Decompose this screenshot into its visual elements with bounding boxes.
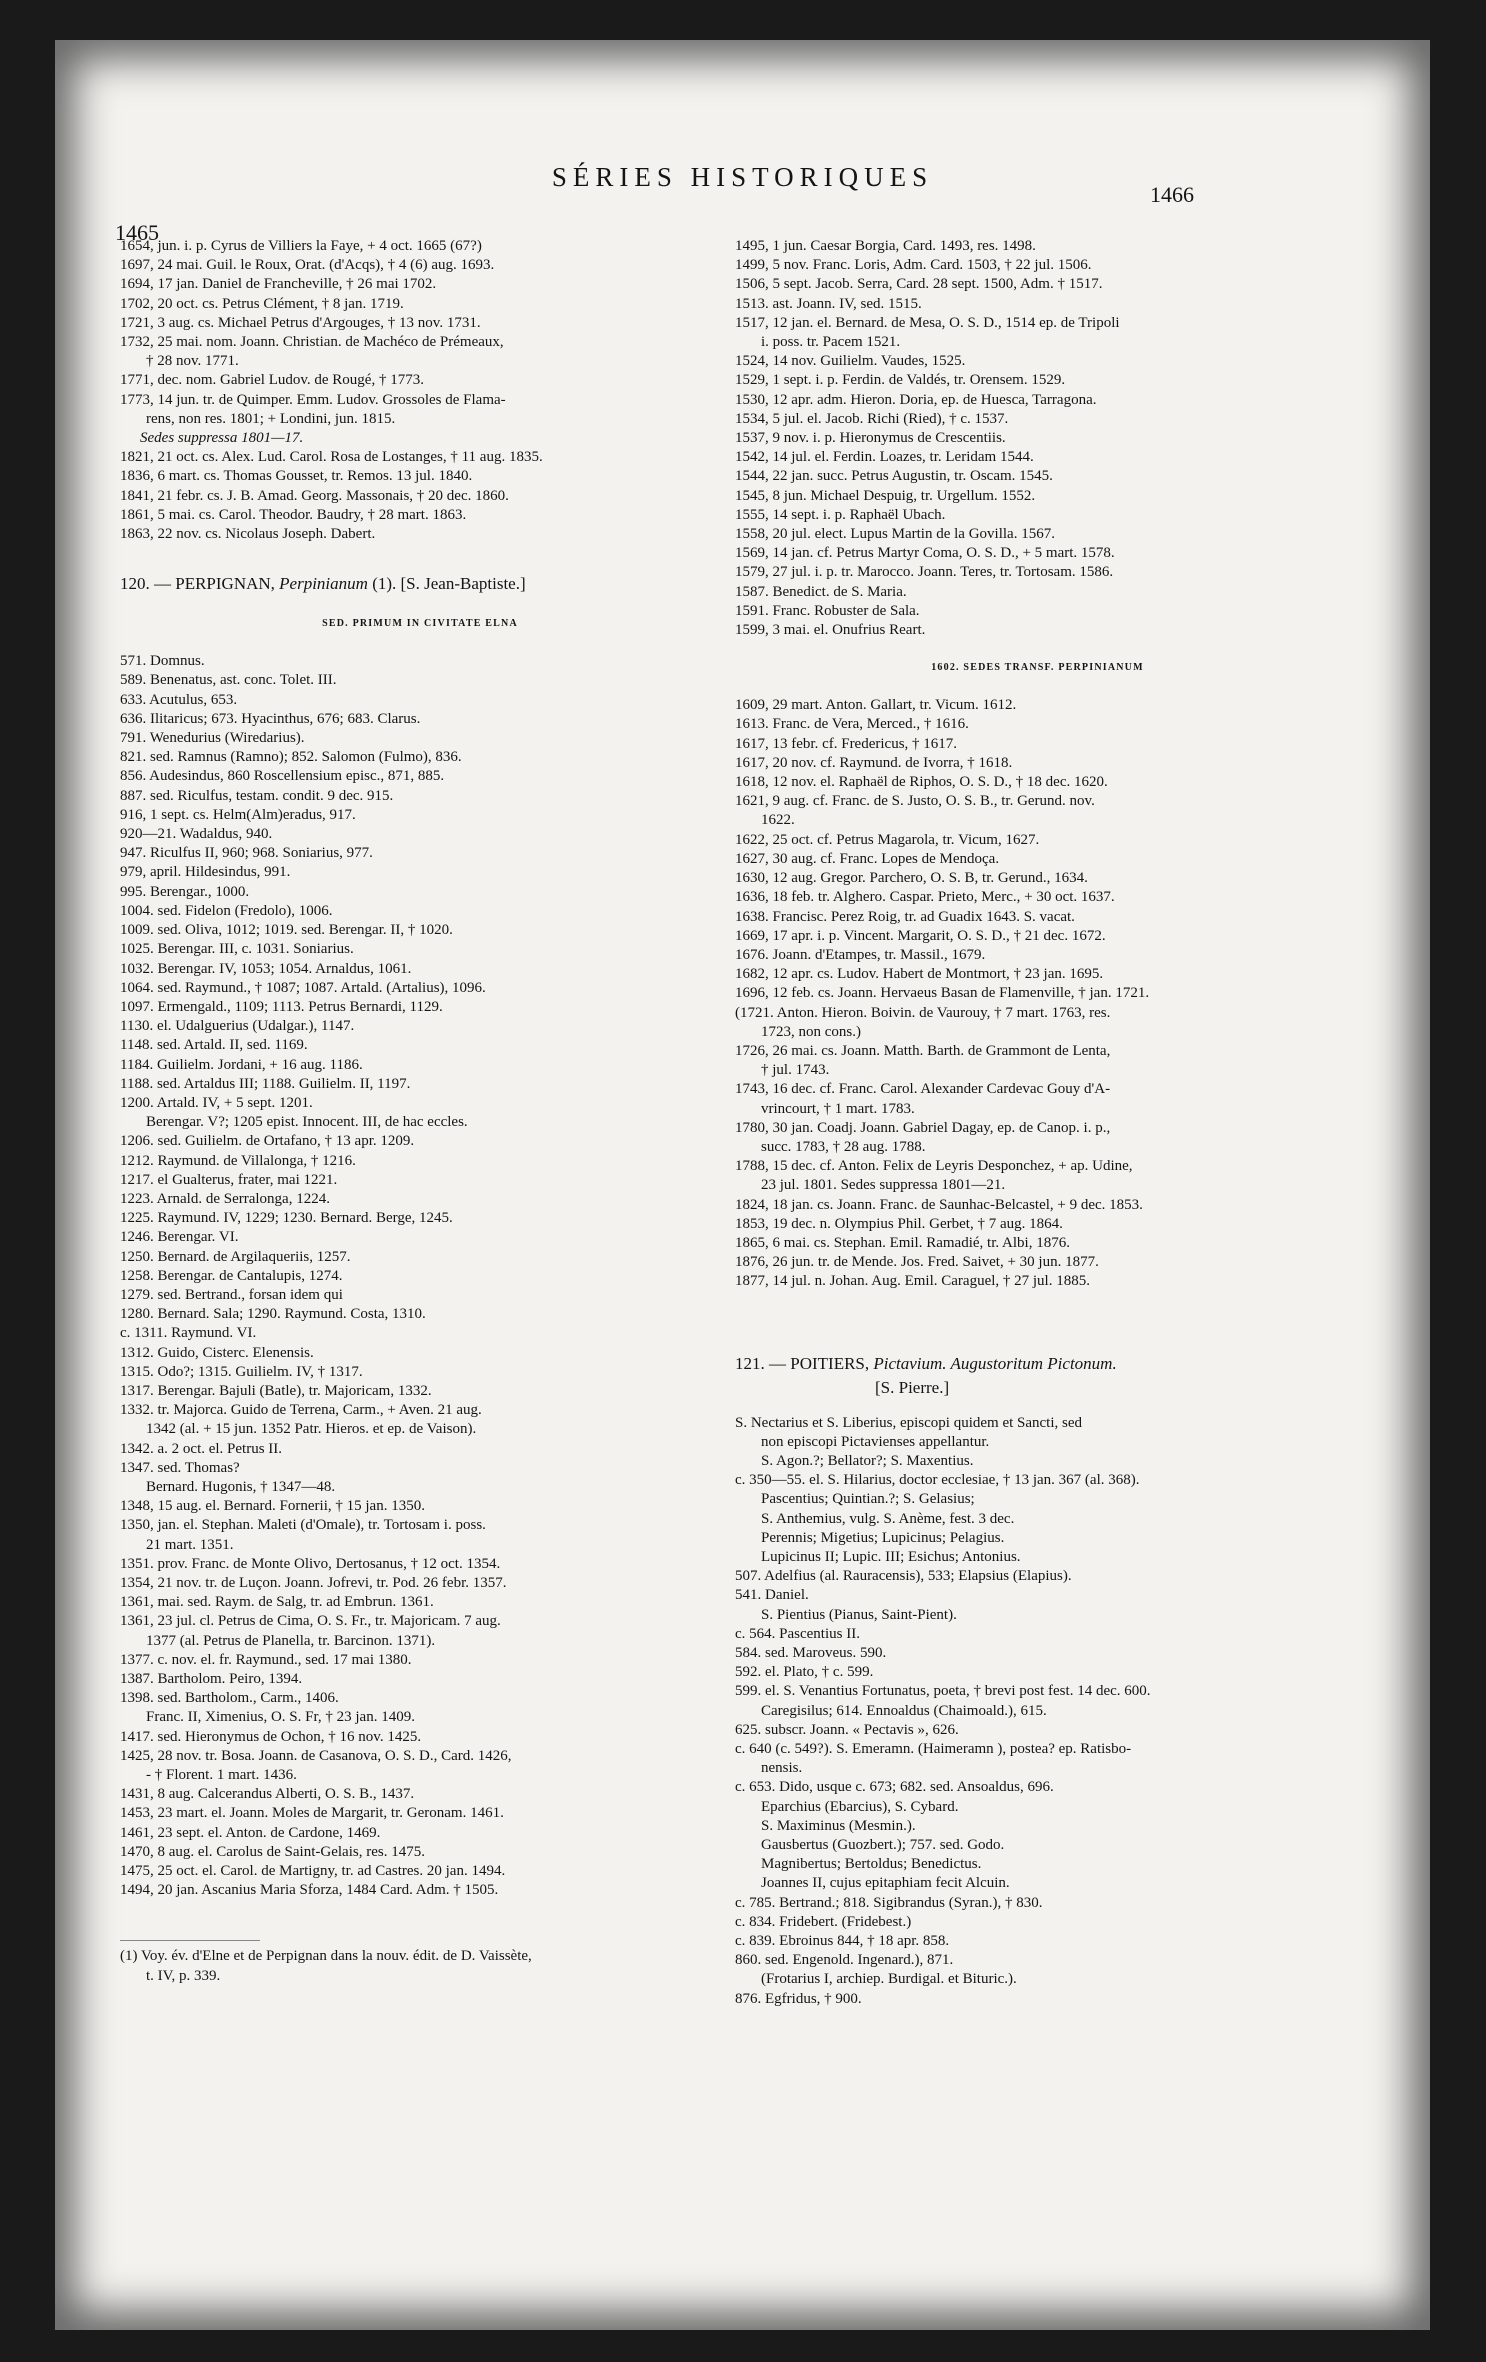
footnote [120, 1947, 720, 1985]
page [55, 40, 1430, 2330]
entry-line: 1558, 20 jul. elect. Lupus Martin de la Govilla. 1567. [735, 526, 1055, 543]
entry-line: 856. Audesindus, 860 Roscellensium episc., 871, 885. [120, 768, 445, 785]
entry-line: 1517, 12 jan. el. Bernard. de Mesa, O. S. D., 1514 ep. de Tripoli [735, 314, 1120, 331]
entry-line: 1212. Raymund. de Villalonga, † 1216. [120, 1152, 356, 1169]
entry-line: 636. Ilitaricus; 673. Hyacinthus, 676; 683. Clarus. [120, 710, 421, 727]
entry-line: 1617, 20 nov. cf. Raymund. de Ivorra, † 1618. [735, 754, 1013, 771]
entry-line: rens, non res. 1801; + Londini, jun. 1815. [146, 410, 396, 427]
entry-line: 1618, 12 nov. el. Raphaël de Riphos, O. S. D., † 18 dec. 1620. [735, 774, 1108, 791]
entry-line: succ. 1783, † 28 aug. 1788. [761, 1138, 926, 1155]
section-121-heading [735, 1352, 1340, 1376]
entry-line: 1821, 21 oct. cs. Alex. Lud. Carol. Rosa de Lostanges, † 11 aug. 1835. [120, 449, 543, 466]
entry-line: 1542, 14 jul. el. Ferdin. Loazes, tr. Leridam 1544. [735, 449, 1034, 466]
entry-line: 592. el. Plato, † c. 599. [735, 1664, 874, 1681]
entry-line: 1676. Joann. d'Etampes, tr. Massil., 1679. [735, 946, 986, 963]
left-top-list [120, 237, 720, 544]
section-latin: Perpinianum [279, 574, 368, 594]
entry-line: (1) Voy. év. d'Elne et de Perpignan dans la nouv. édit. de D. Vaissète, [120, 1948, 532, 1965]
entry-line: 979, april. Hildesindus, 991. [120, 864, 291, 881]
entry-line: 1097. Ermengald., 1109; 1113. Petrus Bernardi, 1129. [120, 998, 443, 1015]
entry-line: 1258. Berengar. de Cantalupis, 1274. [120, 1267, 343, 1284]
entry-line: 1398. sed. Bartholom., Carm., 1406. [120, 1690, 339, 1707]
entry-line: c. 564. Pascentius II. [735, 1625, 860, 1642]
entry-line: 1694, 17 jan. Daniel de Francheville, † 26 mai 1702. [120, 276, 437, 293]
running-title: SÉRIES HISTORIQUES [551, 162, 934, 192]
entry-line: 876. Egfridus, † 900. [735, 1990, 862, 2007]
entry-line: Lupicinus II; Lupic. III; Esichus; Antonius. [761, 1548, 1021, 1565]
entry-line: 1636, 18 feb. tr. Alghero. Caspar. Prieto, Merc., + 30 oct. 1637. [735, 889, 1115, 906]
entry-line: 1609, 29 mart. Anton. Gallart, tr. Vicum. 1612. [735, 697, 1017, 714]
entry-line: c. 640 (c. 549?). S. Emeramn. (Haimeramn ), postea? ep. Ratisbo- [735, 1741, 1132, 1758]
section-dash: — POITIERS, [764, 1353, 874, 1373]
entry-line: 1529, 1 sept. i. p. Ferdin. de Valdés, tr. Orensem. 1529. [735, 372, 1066, 389]
entry-line: 1544, 22 jan. succ. Petrus Augustin, tr. Oscam. 1545. [735, 468, 1053, 485]
entry-line: 584. sed. Maroveus. 590. [735, 1645, 887, 1661]
entry-line: 1184. Guilielm. Jordani, + 16 aug. 1186. [120, 1056, 363, 1073]
entry-line: 21 mart. 1351. [146, 1536, 234, 1553]
entry-line: 1732, 25 mai. nom. Joann. Christian. de Machéco de Prémeaux, [120, 334, 504, 351]
entry-line: 1004. sed. Fidelon (Fredolo), 1006. [120, 902, 333, 919]
entry-line: 1280. Bernard. Sala; 1290. Raymund. Costa, 1310. [120, 1306, 426, 1323]
entry-line: 1279. sed. Bertrand., forsan idem qui [120, 1286, 343, 1303]
entry-line: 1771, dec. nom. Gabriel Ludov. de Rougé, † 1773. [120, 372, 424, 389]
right-top-list [735, 237, 1340, 640]
entry-line: 589. Benenatus, ast. conc. Tolet. III. [120, 672, 337, 689]
entry-line: 1506, 5 sept. Jacob. Serra, Card. 28 sept. 1500, Adm. † 1517. [735, 276, 1103, 293]
entry-line: i. poss. tr. Pacem 1521. [761, 334, 901, 351]
entry-line: S. Pientius (Pianus, Saint-Pient). [761, 1606, 957, 1623]
entry-line: 625. subscr. Joann. « Pectavis », 626. [735, 1721, 959, 1738]
entry-line: nensis. [761, 1760, 803, 1777]
entry-line: Eparchius (Ebarcius), S. Cybard. [761, 1798, 959, 1815]
entry-line: c. 785. Bertrand.; 818. Sigibrandus (Syran.), † 830. [735, 1894, 1043, 1911]
entry-line: 1853, 19 dec. n. Olympius Phil. Gerbet, † 7 aug. 1864. [735, 1215, 1063, 1232]
entry-line: 1697, 24 mai. Guil. le Roux, Orat. (d'Acqs), † 4 (6) aug. 1693. [120, 257, 495, 274]
entry-line: 1188. sed. Artaldus III; 1188. Guilielm. II, 1197. [120, 1075, 411, 1092]
entry-line: 1470, 8 aug. el. Carolus de Saint-Gelais, res. 1475. [120, 1843, 425, 1860]
entry-line: 1217. el Gualterus, frater, mai 1221. [120, 1171, 338, 1188]
entry-line: 1431, 8 aug. Calcerandus Alberti, O. S. B., 1437. [120, 1786, 415, 1803]
entry-line: 1530, 12 apr. adm. Hieron. Doria, ep. de Huesca, Tarragona. [735, 391, 1097, 408]
entry-line: 1513. ast. Joann. IV, sed. 1515. [735, 295, 922, 312]
entry-line: 1613. Franc. de Vera, Merced., † 1616. [735, 716, 969, 733]
entry-line: 1361, 23 jul. cl. Petrus de Cima, O. S. Fr., tr. Majoricam. 7 aug. [120, 1613, 501, 1630]
entry-line: 1354, 21 nov. tr. de Luçon. Joann. Jofrevi, tr. Pod. 26 febr. 1357. [120, 1575, 507, 1591]
entry-line: Bernard. Hugonis, † 1347—48. [146, 1478, 336, 1495]
left-column [120, 237, 720, 1986]
entry-line: 1225. Raymund. IV, 1229; 1230. Bernard. Berge, 1245. [120, 1210, 453, 1227]
entry-line: c. 1311. Raymund. VI. [120, 1325, 257, 1342]
left-bishop-list [120, 652, 720, 1900]
entry-line: S. Nectarius et S. Liberius, episcopi quidem et Sancti, sed [735, 1414, 1083, 1431]
entry-line: 1587. Benedict. de S. Maria. [735, 583, 907, 600]
entry-line: 1876, 26 jun. tr. de Mende. Jos. Fred. Saivet, + 30 jun. 1877. [735, 1254, 1099, 1271]
entry-line: 1696, 12 feb. cs. Joann. Hervaeus Basan de Flamenville, † jan. 1721. [735, 985, 1150, 1002]
entry-line: - † Florent. 1 mart. 1436. [146, 1767, 297, 1784]
entry-line: Magnibertus; Bertoldus; Benedictus. [761, 1856, 982, 1873]
entry-line: 1200. Artald. IV, + 5 sept. 1201. [120, 1094, 313, 1111]
entry-line: 1499, 5 nov. Franc. Loris, Adm. Card. 1503, † 22 jul. 1506. [735, 257, 1092, 274]
entry-line: 1475, 25 oct. el. Carol. de Martigny, tr. ad Castres. 20 jan. 1494. [120, 1863, 506, 1880]
entry-line: 1627, 30 aug. cf. Franc. Lopes de Mendoça. [735, 850, 1000, 867]
entry-line: 1064. sed. Raymund., † 1087; 1087. Artald. (Artalius), 1096. [120, 979, 486, 996]
entry-line: † 28 nov. 1771. [146, 353, 239, 370]
entry-line: 571. Domnus. [120, 653, 205, 670]
entry-line: 1591. Franc. Robuster de Sala. [735, 602, 920, 619]
entry-line: 1524, 14 nov. Guilielm. Vaudes, 1525. [735, 353, 966, 370]
entry-line: 1537, 9 nov. i. p. Hieronymus de Crescentiis. [735, 430, 1006, 447]
entry-line: c. 839. Ebroinus 844, † 18 apr. 858. [735, 1933, 950, 1950]
section-latin: Pictavium. Augustoritum Pictonum. [873, 1353, 1117, 1373]
entry-line: 920—21. Wadaldus, 940. [120, 826, 273, 843]
entry-line: 1387. Bartholom. Peiro, 1394. [120, 1671, 303, 1688]
right-bishop-list [735, 1414, 1340, 2009]
entry-line: 1788, 15 dec. cf. Anton. Felix de Leyris Desponchez, + ap. Udine, [735, 1158, 1133, 1175]
entry-line: 541. Daniel. [735, 1587, 809, 1604]
entry-line: Sedes suppressa 1801—17. [140, 430, 304, 447]
entry-line: 1780, 30 jan. Coadj. Joann. Gabriel Dagay, ep. de Canop. i. p., [735, 1119, 1111, 1136]
entry-line: 1494, 20 jan. Ascanius Maria Sforza, 1484 Card. Adm. † 1505. [120, 1882, 499, 1899]
entry-line: 995. Berengar., 1000. [120, 883, 250, 900]
entry-line: 1836, 6 mart. cs. Thomas Gousset, tr. Remos. 13 jul. 1840. [120, 468, 473, 485]
entry-line: Caregisilus; 614. Ennoaldus (Chaimoald.), 615. [761, 1702, 1047, 1719]
entry-line: 1865, 6 mai. cs. Stephan. Emil. Ramadié, tr. Albi, 1876. [735, 1234, 1070, 1251]
entry-line: 821. sed. Ramnus (Ramno); 852. Salomon (Fulmo), 836. [120, 749, 462, 766]
entry-line: (1721. Anton. Hieron. Boivin. de Vaurouy, † 7 mart. 1763, res. [735, 1004, 1111, 1021]
entry-line: 1417. sed. Hieronymus de Ochon, † 16 nov. 1425. [120, 1728, 422, 1745]
entry-line: 1726, 26 mai. cs. Joann. Matth. Barth. de Grammont de Lenta, [735, 1042, 1111, 1059]
entry-line: 1009. sed. Oliva, 1012; 1019. sed. Berengar. II, † 1020. [120, 922, 453, 939]
entry-line: 1206. sed. Guilielm. de Ortafano, † 13 apr. 1209. [120, 1133, 415, 1150]
entry-line: 1861, 5 mai. cs. Carol. Theodor. Baudry, † 28 mart. 1863. [120, 506, 467, 523]
entry-line: 1425, 28 nov. tr. Bosa. Joann. de Casanova, O. S. D., Card. 1426, [120, 1747, 512, 1764]
section-patron: [S. Pierre.] [875, 1377, 950, 1397]
entry-line: 1743, 16 dec. cf. Franc. Carol. Alexander Cardevac Gouy d'A- [735, 1081, 1111, 1098]
entry-line: 1723, non cons.) [761, 1023, 861, 1040]
entry-line: 1721, 3 aug. cs. Michael Petrus d'Argouges, † 13 nov. 1731. [120, 314, 481, 331]
section-number: 121. [735, 1353, 765, 1373]
entry-line: 1534, 5 jul. el. Jacob. Richi (Ried), † c. 1537. [735, 410, 1009, 427]
entry-line: 1246. Berengar. VI. [120, 1229, 239, 1246]
entry-line: 1312. Guido, Cisterc. Elenensis. [120, 1344, 314, 1361]
entry-line: 1377 (al. Petrus de Planella, tr. Barcinon. 1371). [146, 1632, 436, 1649]
entry-line: 1622. [761, 812, 795, 829]
subtitle-1602: 1602. SEDES TRANSF. PERPINIANUM [931, 662, 1144, 674]
entry-line: 1332. tr. Majorca. Guido de Terrena, Carm., + Aven. 21 aug. [120, 1402, 482, 1419]
entry-line: Joannes II, cujus epitaphiam fecit Alcuin. [761, 1875, 1010, 1892]
entry-line: 1377. c. nov. el. fr. Raymund., sed. 17 mai 1380. [120, 1651, 412, 1668]
entry-line: 1877, 14 jul. n. Johan. Aug. Emil. Caraguel, † 27 jul. 1885. [735, 1273, 1090, 1290]
entry-line: 1342. a. 2 oct. el. Petrus II. [120, 1440, 283, 1457]
entry-line: non episcopi Pictavienses appellantur. [761, 1433, 990, 1450]
entry-line: (Frotarius I, archiep. Burdigal. et Bituric.). [761, 1971, 1017, 1988]
entry-line: 1545, 8 jun. Michael Despuig, tr. Urgellum. 1552. [735, 487, 1036, 504]
entry-line: 633. Acutulus, 653. [120, 691, 238, 708]
entry-line: Pascentius; Quintian.?; S. Gelasius; [761, 1491, 975, 1508]
section-dash: — PERPIGNAN, [149, 574, 280, 594]
entry-line: S. Agon.?; Bellator?; S. Maxentius. [761, 1452, 974, 1469]
right-column [735, 237, 1340, 2009]
section-note-ref: (1). [367, 574, 397, 594]
entry-line: 1579, 27 jul. i. p. tr. Marocco. Joann. Teres, tr. Tortosam. 1586. [735, 564, 1114, 581]
entry-line: 1025. Berengar. III, c. 1031. Soniarius. [120, 941, 354, 958]
entry-line: 791. Wenedurius (Wiredarius). [120, 730, 305, 747]
section-patron: [S. Jean-Baptiste.] [396, 574, 526, 594]
entry-line: 1317. Berengar. Bajuli (Batle), tr. Majoricam, 1332. [120, 1382, 432, 1399]
entry-line: 1824, 18 jan. cs. Joann. Franc. de Saunhac-Belcastel, + 9 dec. 1853. [735, 1196, 1143, 1213]
entry-line: 23 jul. 1801. Sedes suppressa 1801—21. [761, 1177, 1006, 1194]
entry-line: Gausbertus (Guozbert.); 757. sed. Godo. [761, 1837, 1005, 1854]
entry-line: 1669, 17 apr. i. p. Vincent. Margarit, O. S. D., † 21 dec. 1672. [735, 927, 1106, 944]
entry-line: Franc. II, Ximenius, O. S. Fr, † 23 jan. 1409. [146, 1709, 415, 1726]
entry-line: c. 834. Fridebert. (Fridebest.) [735, 1913, 912, 1930]
entry-line: t. IV, p. 339. [146, 1967, 221, 1984]
entry-line: 947. Riculfus II, 960; 968. Soniarius, 977. [120, 845, 373, 862]
entry-line: vrincourt, † 1 mart. 1783. [761, 1100, 915, 1117]
entry-line: 1250. Bernard. de Argilaqueriis, 1257. [120, 1248, 351, 1265]
entry-line: 1654, jun. i. p. Cyrus de Villiers la Faye, + 4 oct. 1665 (67?) [120, 238, 482, 254]
entry-line: 1621, 9 aug. cf. Franc. de S. Justo, O. S. B., tr. Gerund. nov. [735, 793, 1095, 810]
entry-line: 1682, 12 apr. cs. Ludov. Habert de Montmort, † 23 jan. 1695. [735, 966, 1104, 983]
entry-line: 1495, 1 jun. Caesar Borgia, Card. 1493, res. 1498. [735, 238, 1036, 254]
entry-line: 1863, 22 nov. cs. Nicolaus Joseph. Dabert. [120, 526, 376, 543]
section-subtitle: SED. PRIMUM IN CIVITATE ELNA [322, 618, 518, 630]
entry-line: Perennis; Migetius; Lupicinus; Pelagius. [761, 1529, 1005, 1546]
entry-line: 1569, 14 jan. cf. Petrus Martyr Coma, O. S. D., + 5 mart. 1578. [735, 545, 1115, 562]
entry-line: 1617, 13 febr. cf. Fredericus, † 1617. [735, 735, 958, 752]
right-mid-list [735, 696, 1340, 1291]
entry-line: 1555, 14 sept. i. p. Raphaël Ubach. [735, 506, 946, 523]
entry-line: 1148. sed. Artald. II, sed. 1169. [120, 1037, 308, 1054]
entry-line: 1347. sed. Thomas? [120, 1459, 240, 1476]
entry-line: 860. sed. Engenold. Ingenard.), 871. [735, 1952, 954, 1969]
entry-line: S. Anthemius, vulg. S. Anème, fest. 3 dec. [761, 1510, 1015, 1527]
entry-line: 1622, 25 oct. cf. Petrus Magarola, tr. Vicum, 1627. [735, 831, 1040, 848]
entry-line: Berengar. V?; 1205 epist. Innocent. III, de hac eccles. [146, 1114, 468, 1131]
entry-line: 1361, mai. sed. Raym. de Salg, tr. ad Embrun. 1361. [120, 1594, 434, 1611]
entry-line: 1350, jan. el. Stephan. Maleti (d'Omale), tr. Tortosam i. poss. [120, 1517, 486, 1534]
entry-line: 1315. Odo?; 1315. Guilielm. IV, † 1317. [120, 1363, 363, 1380]
entry-line: 916, 1 sept. cs. Helm(Alm)eradus, 917. [120, 806, 356, 823]
entry-line: 1348, 15 aug. el. Bernard. Fornerii, † 15 jan. 1350. [120, 1498, 425, 1515]
section-120-heading [120, 572, 720, 596]
page-number-left: 1465 [115, 220, 159, 245]
entry-line: c. 653. Dido, usque c. 673; 682. sed. Ansoaldus, 696. [735, 1779, 1054, 1796]
entry-line: 1702, 20 oct. cs. Petrus Clément, † 8 jan. 1719. [120, 295, 404, 312]
footnote-rule [120, 1940, 260, 1947]
section-number: 120. [120, 574, 150, 594]
entry-line: S. Maximinus (Mesmin.). [761, 1817, 916, 1834]
entry-line: 1630, 12 aug. Gregor. Parchero, O. S. B, tr. Gerund., 1634. [735, 870, 1088, 887]
entry-line: 1638. Francisc. Perez Roig, tr. ad Guadix 1643. S. vacat. [735, 908, 1075, 925]
entry-line: 887. sed. Riculfus, testam. condit. 9 dec. 915. [120, 787, 394, 804]
entry-line: 1773, 14 jun. tr. de Quimper. Emm. Ludov. Grossoles de Flama- [120, 391, 506, 408]
entry-line: 1130. el. Udalguerius (Udalgar.), 1147. [120, 1018, 355, 1035]
entry-line: c. 350—55. el. S. Hilarius, doctor ecclesiae, † 13 jan. 367 (al. 368). [735, 1472, 1140, 1489]
entry-line: 1599, 3 mai. el. Onufrius Reart. [735, 622, 926, 639]
page-number-right: 1466 [1150, 182, 1194, 207]
entry-line: 507. Adelfius (al. Rauracensis), 533; Elapsius (Elapius). [735, 1568, 1072, 1585]
entry-line: 599. el. S. Venantius Fortunatus, poeta, † brevi post fest. 14 dec. 600. [735, 1683, 1151, 1700]
entry-line: 1453, 23 mart. el. Joann. Moles de Margarit, tr. Geronam. 1461. [120, 1805, 504, 1822]
entry-line: 1351. prov. Franc. de Monte Olivo, Dertosanus, † 12 oct. 1354. [120, 1555, 501, 1572]
entry-line: 1032. Berengar. IV, 1053; 1054. Arnaldus, 1061. [120, 960, 412, 977]
entry-line: 1841, 21 febr. cs. J. B. Amad. Georg. Massonais, † 20 dec. 1860. [120, 487, 509, 504]
entry-line: 1342 (al. + 15 jun. 1352 Patr. Hieros. et ep. de Vaison). [146, 1421, 477, 1438]
entry-line: 1461, 23 sept. el. Anton. de Cardone, 1469. [120, 1824, 381, 1841]
entry-line: † jul. 1743. [761, 1062, 830, 1079]
entry-line: 1223. Arnald. de Serralonga, 1224. [120, 1190, 330, 1207]
